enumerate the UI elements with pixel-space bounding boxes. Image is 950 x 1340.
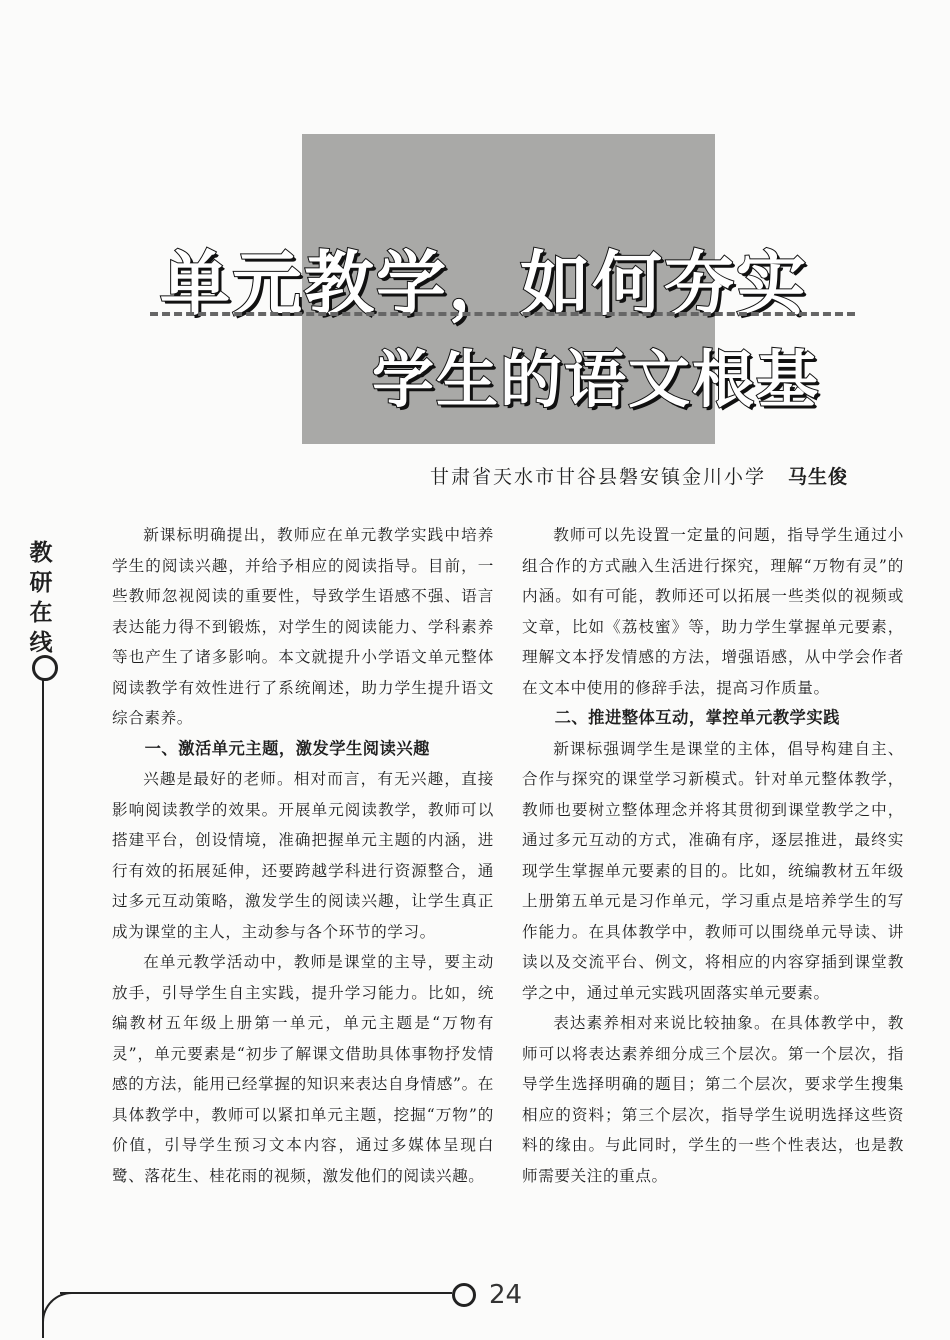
title-dashed-divider	[150, 312, 855, 316]
page-number-ring	[452, 1283, 476, 1307]
section-heading-1: 一、激活单元主题，激发学生阅读兴趣	[144, 738, 430, 758]
byline	[430, 462, 848, 489]
paragraph: 兴趣是最好的老师。相对而言，有无兴趣，直接影响阅读教学的效果。开展单元阅读教学，教师可以搭建平台，创设情境，准确把握单元主题的内涵，进行有效的拓展延伸，还要跨越学科进行资源整合，通过多元互动策略，激发学生的阅读兴趣，让学生真正成为课堂的主人，主动参与各个环节的学习。	[112, 770, 494, 941]
right-text-column	[522, 520, 904, 1191]
paragraph: 在单元教学活动中，教师是课堂的主导，要主动放手，引导学生自主实践，提升学习能力。比如，统编教材五年级上册第一单元，单元主题是“万物有灵”，单元要素是“初步了解课文借助具体事物抒发情感的方法，能用已经掌握的知识来表达自身情感”。在具体教学中，教师可以紧扣单元主题，挖掘“万物”的价值，引导学生预习文本内容，通过多媒体呈现白鹭、落花生、桂花雨的视频，激发他们的阅读兴趣。	[112, 953, 494, 1185]
paragraph: 新课标强调学生是课堂的主体，倡导构建自主、合作与探究的课堂学习新模式。针对单元整体教学，教师也要树立整体理念并将其贯彻到课堂教学之中，通过多元互动的方式，准确有序，逐层推进，最终实现学生掌握单元要素的目的。比如，统编教材五年级上册第五单元是习作单元，学习重点是培养学生的写作能力。在具体教学中，教师可以围绕单元导读、讲读以及交流平台、例文，将相应的内容穿插到课堂教学之中，通过单元实践巩固落实单元要素。	[522, 739, 904, 1002]
article-title-line-1: 单元教学，如何夯实	[160, 243, 808, 325]
paragraph: 新课标明确提出，教师应在单元教学实践中培养学生的阅读兴趣，并给予相应的阅读指导。目前，一些教师忽视阅读的重要性，导致学生语感不强、语言表达能力得不到锻炼，对学生的阅读能力、学科素养等也产生了诸多影响。本文就提升小学语文单元整体阅读教学有效性进行了系统阐述，助力学生提升语文综合素养。	[112, 526, 494, 727]
ring-ornament	[32, 655, 58, 681]
section-heading-2: 二、推进整体互动，掌控单元教学实践	[554, 708, 840, 727]
author-name: 马生俊	[788, 466, 849, 488]
paragraph: 教师可以先设置一定量的问题，指导学生通过小组合作的方式融入生活进行探究，理解“万物有灵”的内涵。如有可能，教师还可以拓展一些类似的视频或文章，比如《荔枝蜜》等，助力学生掌握单元要素，理解文本抒发情感的方法，增强语感，从中学会作者在文本中使用的修辞手法，提高习作质量。	[522, 526, 904, 697]
paragraph: 表达素养相对来说比较抽象。在具体教学中，教师可以将表达素养细分成三个层次。第一个层次，指导学生选择明确的题目；第二个层次，要求学生搜集相应的资料；第三个层次，指导学生说明选择这些资料的缘由。与此同时，学生的一些个性表达，也是教师需要关注的重点。	[522, 1014, 904, 1185]
page-number: 24	[489, 1280, 523, 1310]
article-title-line-2: 学生的语文根基	[372, 343, 821, 416]
footer-rule	[60, 1292, 452, 1294]
author-affiliation: 甘肃省天水市甘谷县磐安镇金川小学	[430, 466, 767, 488]
left-text-column	[112, 520, 494, 1191]
corner-curve-ornament	[42, 1292, 74, 1338]
vertical-rule	[42, 679, 44, 1329]
column-section-label: 教研在线	[29, 540, 53, 656]
